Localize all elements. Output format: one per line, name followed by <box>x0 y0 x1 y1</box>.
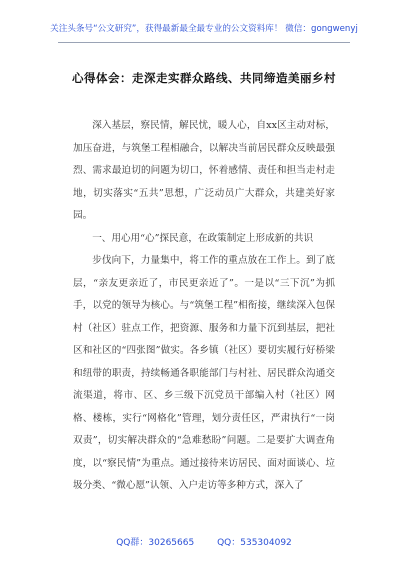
qq-number: QQ：535304092 <box>217 538 292 548</box>
document-body <box>73 115 335 498</box>
footer-contacts <box>0 535 408 548</box>
header-banner: 关注头条号“公文研究”，获得最新最全最专业的公文资料库！ 微信：gongwenyj <box>50 24 358 34</box>
qq-group-number: QQ群：30265665 <box>116 538 195 548</box>
paragraph: 步伐向下，力量集中，将工作的重点放在工作上。到了底层，“亲友更亲近了，市民更亲近了”。一是以“三下沉”为抓手，以党的领导为核心。与“筑堡工程”相衔接，继续深入包保村（社区）驻点工作，把资源、服务和力量下沉到基层，把社区和社区的“四张图”做实。各乡镇（社区）要切实履行好桥梁和纽带的职责，持续畅通各职能部门与村社、居民群众沟通交流渠道，将市、区、乡三级下沉党员干部编入村（社区）网格、楼栋，实行“网格化”管理，划分责任区，严肃执行“一岗双责”，切实解决群众的“急难愁盼”问题。二是要扩大调查角度，以“察民情”为重点。通过接待来访居民、面对面谈心、垃圾分类、“微心愿”认领、入户走访等多种方式，深入了 <box>73 255 335 491</box>
section-heading: 一、用心用“心”探民意，在政策制定上形成新的共识 <box>92 232 314 244</box>
paragraph: 深入基层，察民情，解民忧，暖人心，自xx区主动对标，加压奋进，与筑堡工程相融合，以解决当前居民群众反映最强烈、需求最迫切的问题为切口，怀着感情、责任和担当走村走地，切实落实“五共”思想，广泛动员广大群众，共建美好家园。 <box>73 120 335 221</box>
header-divider <box>58 42 350 43</box>
document-title: 心得体会：走深走实群众路线、共同缔造美丽乡村 <box>72 71 336 85</box>
